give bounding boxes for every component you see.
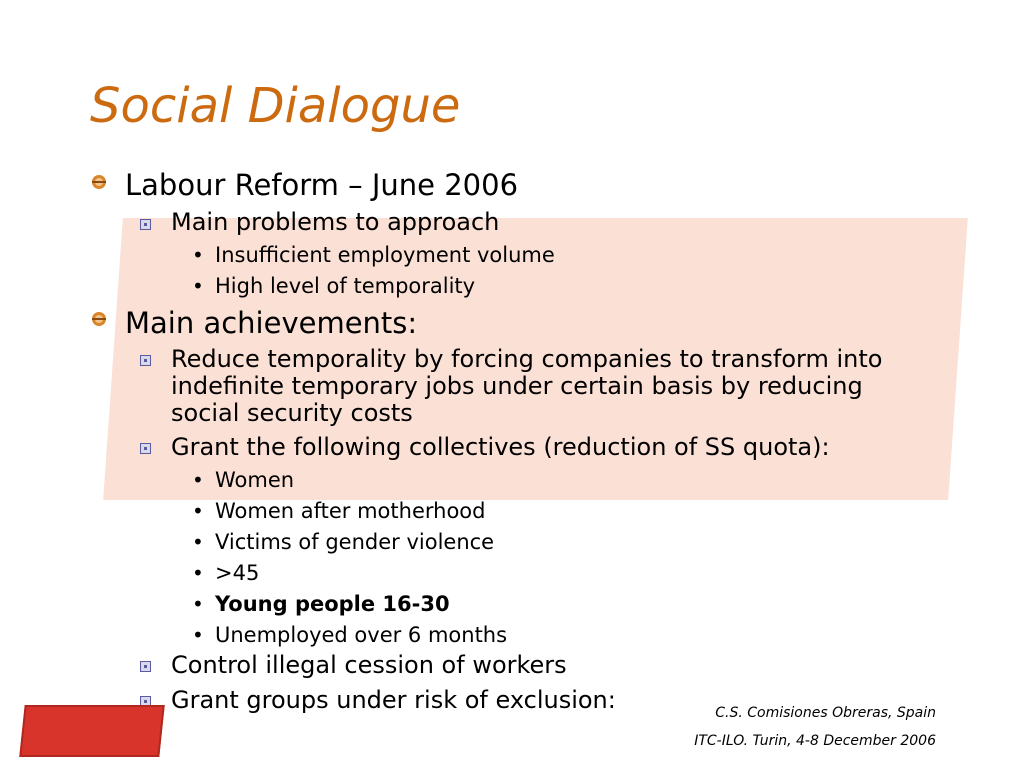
dot-bullet-icon: • [192, 468, 204, 492]
bullet-victims: Victims of gender violence [215, 530, 495, 554]
bullet-unemployed: Unemployed over 6 months [215, 623, 508, 647]
bullet-grant-groups: Grant groups under risk of exclusion: [171, 686, 616, 714]
bullet-insufficient: Insufficient employment volume [215, 243, 555, 267]
bullet-temporality: High level of temporality [215, 274, 476, 298]
square-bullet-icon [140, 443, 151, 454]
sun-bullet-icon [90, 310, 108, 328]
bullet-women: Women [215, 468, 295, 492]
dot-bullet-icon: • [192, 243, 204, 267]
bullet-reduce-line2: indefinite temporary jobs under certain basis by reducing [171, 372, 863, 400]
square-bullet-icon [140, 661, 151, 672]
ccoo-logo-text [23, 707, 162, 755]
square-bullet-icon [140, 355, 151, 366]
footer-event: ITC-ILO. Turin, 4-8 December 2006 [694, 733, 936, 749]
dot-bullet-icon: • [192, 623, 204, 647]
bullet-reduce-line1: Reduce temporality by forcing companies to transform into [171, 345, 883, 373]
bullet-main-achievements: Main achievements: [125, 306, 418, 340]
bullet-control: Control illegal cession of workers [171, 651, 567, 679]
bullet-young: Young people 16-30 [215, 592, 450, 616]
sun-bullet-icon [90, 173, 108, 191]
dot-bullet-icon: • [192, 561, 204, 585]
bullet-over45: >45 [215, 561, 260, 585]
bullet-main-problems: Main problems to approach [171, 208, 500, 236]
bullet-women-after: Women after motherhood [215, 499, 486, 523]
dot-bullet-icon: • [192, 592, 204, 616]
dot-bullet-icon: • [192, 499, 204, 523]
slide-title: Social Dialogue [90, 78, 461, 134]
square-bullet-icon [140, 219, 151, 230]
dot-bullet-icon: • [192, 274, 204, 298]
bullet-grant-collectives: Grant the following collectives (reduction of SS quota): [171, 433, 830, 461]
bullet-reduce-line3: social security costs [171, 399, 413, 427]
footer-organization: C.S. Comisiones Obreras, Spain [715, 705, 936, 721]
bullet-labour-reform: Labour Reform – June 2006 [125, 168, 519, 202]
dot-bullet-icon: • [192, 530, 204, 554]
